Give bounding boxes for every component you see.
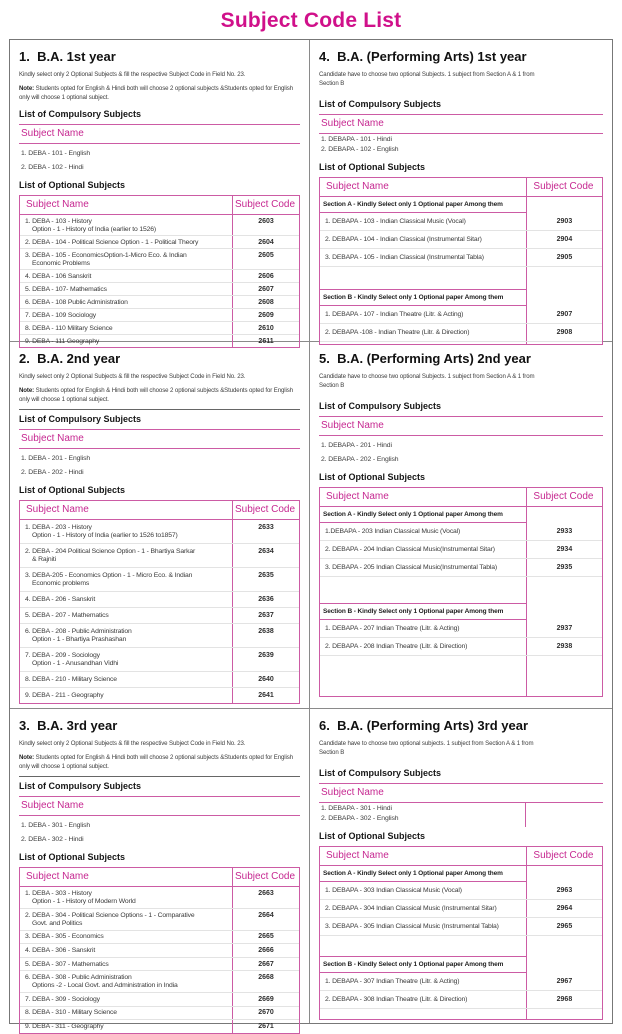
- subject-name-cell: 5. DEBA - 307 - Mathematics: [25, 960, 109, 968]
- subject-name-cell: 8. DEBA - 110 Military Science: [25, 324, 113, 332]
- subject-name-cell: 1. DEBAPA - 103 - Indian Classical Music (Vocal): [325, 218, 466, 226]
- subject-name-cell: 2. DEBA - 204 Political Science Option - 1 - Bhartiya Sarkar & Rajniti: [25, 548, 196, 564]
- section-title: 6. B.A. (Performing Arts) 3rd year: [319, 718, 529, 733]
- section-a-rows: [320, 882, 602, 936]
- optional-subject-row: [20, 944, 299, 958]
- compulsory-rows: [19, 816, 300, 848]
- optional-subject-row: [320, 324, 602, 342]
- subject-code-cell: 2938: [526, 638, 602, 655]
- subject-name-header: Subject Name: [19, 429, 300, 449]
- optional-subject-row: [320, 249, 602, 267]
- section-instructions: Kindly select only 2 Optional Subjects & fill the respective Subject Code in Field No. 23.: [19, 740, 246, 747]
- section-a-header-row: [320, 197, 602, 213]
- subject-code-cell: 2638: [232, 624, 299, 647]
- subject-name-cell: 3. DEBAPA - 105 - Indian Classical (Instrumental Tabla): [325, 254, 484, 262]
- optional-subject-row: [20, 1007, 299, 1021]
- spacer-row: [320, 936, 602, 956]
- section-instructions: Candidate have to choose two optional Subjects. 1 subject from Section A & 1 from Section B: [319, 71, 535, 88]
- optional-table: [319, 177, 603, 345]
- subject-code-cell: 2604: [232, 236, 299, 248]
- section-instructions: Candidate have to choose two optional subjects. 1 subject from Section A & 1 from Section B: [319, 740, 534, 757]
- spacer-row: [320, 577, 602, 603]
- subject-code-cell: 2639: [232, 648, 299, 671]
- section-a-header: Section A - Kindly Select only 1 Optional paper Among them: [320, 507, 526, 523]
- note-text: Students opted for English & Hindi both will choose 2 optional subjects &Students opted for English only will choose 1 optional subject.: [19, 754, 294, 771]
- optional-heading: List of Optional Subjects: [319, 162, 426, 173]
- subject-name-cell: 5. DEBA - 207 - Mathematics: [25, 612, 109, 620]
- subject-name-cell: 3. DEBA - 305 - Economics: [25, 933, 104, 941]
- section-b-header-row: [320, 956, 602, 973]
- optional-subject-row: [20, 958, 299, 972]
- optional-table-header: [320, 847, 602, 866]
- compulsory-heading: List of Compulsory Subjects: [19, 776, 300, 793]
- optional-subject-row: [320, 918, 602, 936]
- section-a-rows: [320, 523, 602, 577]
- subject-code-cell: 2933: [526, 523, 602, 540]
- subject-code-header: Subject Code: [232, 196, 299, 214]
- subject-code-cell: 2606: [232, 270, 299, 282]
- subject-code-cell: 2666: [232, 944, 299, 957]
- section-note: [19, 84, 300, 102]
- compulsory-table: [319, 416, 603, 468]
- optional-table: [19, 500, 300, 704]
- empty-code-cell: [526, 507, 602, 523]
- empty-code-cell: [526, 956, 602, 973]
- subject-code-cell: 2603: [232, 215, 299, 235]
- optional-subject-row: [320, 900, 602, 918]
- subject-code-cell: 2608: [232, 296, 299, 308]
- optional-subject-row: [20, 309, 299, 322]
- optional-table-header: [320, 488, 602, 507]
- optional-table: [319, 846, 603, 1020]
- subject-name-header: Subject Name: [319, 783, 603, 803]
- subject-code-cell: 2965: [526, 918, 602, 935]
- subject-name-cell: 2. DEBAPA - 204 Indian Classical Music(Instrumental Sitar): [325, 546, 495, 554]
- page-title: Subject Code List: [220, 9, 402, 32]
- subject-name-cell: 4. DEBA - 206 - Sanskrit: [25, 596, 96, 604]
- compulsory-table: [19, 429, 300, 481]
- subject-name-cell: 6. DEBA - 108 Public Administration: [25, 298, 128, 306]
- optional-table: [19, 867, 300, 1033]
- optional-subject-row: [320, 991, 602, 1009]
- subject-code-cell: 2665: [232, 931, 299, 944]
- section-a-header: Section A - Kindly Select only 1 Optional paper Among them: [320, 197, 526, 213]
- subject-name-cell: 2. DEBAPA - 308 Indian Theatre (Litr. & Direction): [325, 996, 468, 1004]
- compulsory-table: [319, 114, 603, 158]
- compulsory-rows: [319, 134, 603, 158]
- section-ba-3rd-year: [10, 709, 310, 1030]
- compulsory-heading: List of Compulsory Subjects: [319, 768, 442, 779]
- optional-subject-row: [320, 306, 602, 324]
- subject-name-cell: 8. DEBA - 310 - Military Science: [25, 1009, 117, 1017]
- optional-subject-row: [20, 1020, 299, 1033]
- subject-code-cell: 2668: [232, 971, 299, 992]
- compulsory-table: [319, 783, 603, 827]
- subject-code-header: Subject Code: [526, 847, 602, 865]
- compulsory-subject: 1. DEBA - 301 - English: [21, 822, 91, 830]
- subject-name-cell: 1. DEBAPA - 307 Indian Theatre (Litr. & Acting): [325, 978, 460, 986]
- subject-code-cell: 2934: [526, 541, 602, 558]
- section-title: 2. B.A. 2nd year: [19, 351, 121, 366]
- optional-subject-row: [20, 672, 299, 688]
- optional-subject-row: [320, 882, 602, 900]
- section-instructions: Kindly select only 2 Optional Subjects & fill the respective Subject Code in Field No. 23.: [19, 71, 246, 78]
- compulsory-table: [19, 124, 300, 176]
- subject-name-cell: 1. DEBA - 203 - History Option - 1 - History of India (earlier to 1526 to1857): [25, 524, 178, 540]
- section-a-header-row: [320, 507, 602, 523]
- compulsory-heading: List of Compulsory Subjects: [19, 409, 300, 426]
- subject-name-cell: 1. DEBAPA - 207 Indian Theatre (Litr. & Acting): [325, 625, 460, 633]
- note-label: Note:: [19, 754, 35, 762]
- section-note: [19, 386, 300, 404]
- subject-code-cell: 2963: [526, 882, 602, 899]
- note-text: Students opted for English & Hindi both will choose 2 optional subjects &Students opted for English only will choose 1 optional subject.: [19, 387, 294, 404]
- optional-subject-row: [20, 608, 299, 624]
- optional-subject-row: [20, 887, 299, 909]
- section-title: 1. B.A. 1st year: [19, 49, 116, 64]
- optional-rows: [20, 520, 299, 703]
- subject-code-cell: 2641: [232, 688, 299, 703]
- subject-name-header: Subject Name: [319, 114, 603, 134]
- subject-name-cell: 5. DEBA - 107- Mathematics: [25, 285, 107, 293]
- subject-code-cell: 2664: [232, 909, 299, 930]
- subject-name-cell: 1. DEBA - 303 - History Option - 1 - History of Modern World: [25, 890, 136, 906]
- subject-name-cell: 3. DEBA - 105 - EconomicsOption-1-Micro Eco. & Indian Economic Problems: [25, 251, 187, 267]
- subject-code-cell: 2904: [526, 231, 602, 248]
- spacer-row: [320, 1009, 602, 1019]
- subject-name-cell: 1. DEBAPA - 107 - Indian Theatre (Litr. & Acting): [325, 311, 464, 319]
- section-b-rows: [320, 306, 602, 342]
- subject-code-cell: 2908: [526, 324, 602, 341]
- section-ba-1st-year: [10, 40, 310, 345]
- compulsory-subject: 1. DEBAPA - 201 - Hindi: [321, 442, 392, 450]
- subject-code-cell: 2671: [232, 1020, 299, 1033]
- section-a-rows: [320, 213, 602, 267]
- optional-subject-row: [20, 592, 299, 608]
- subject-name-cell: 7. DEBA - 209 - Sociology Option - 1 - Anusandhan Vidhi: [25, 652, 119, 668]
- subject-name-cell: 2. DEBAPA - 104 - Indian Classical (Instrumental Sitar): [325, 236, 482, 244]
- subject-code-cell: 2637: [232, 608, 299, 623]
- subject-code-cell: 2640: [232, 672, 299, 687]
- subject-code-cell: 2670: [232, 1007, 299, 1020]
- compulsory-subject: 1. DEBAPA - 301 - Hindi: [321, 805, 392, 813]
- optional-subject-row: [20, 270, 299, 283]
- optional-subject-row: [20, 520, 299, 544]
- optional-subject-row: [320, 973, 602, 991]
- subject-name-header: Subject Name: [26, 504, 89, 516]
- subject-code-cell: 2636: [232, 592, 299, 607]
- subject-name-cell: 1.DEBAPA - 203 Indian Classical Music (Vocal): [325, 528, 461, 536]
- subject-name-cell: 7. DEBA - 109 Sociology: [25, 311, 96, 319]
- subject-name-header: Subject Name: [26, 871, 89, 883]
- subject-code-cell: 2669: [232, 993, 299, 1006]
- subject-name-cell: 6. DEBA - 208 - Public Administration Option - 1 - Bhartiya Prashashan: [25, 628, 132, 644]
- section-b-header: Section B - Kindly Select only 1 Optional paper Among them: [320, 956, 526, 973]
- optional-table: [19, 195, 300, 348]
- optional-table-header: [20, 501, 299, 520]
- subject-name-header: Subject Name: [19, 124, 300, 144]
- subject-code-cell: 2903: [526, 213, 602, 230]
- subject-code-cell: 2635: [232, 568, 299, 591]
- section-b-rows: [320, 973, 602, 1009]
- empty-code-cell: [526, 289, 602, 306]
- optional-subject-row: [320, 620, 602, 638]
- section-note: [19, 753, 300, 771]
- optional-subject-row: [20, 971, 299, 993]
- section-b-header-row: [320, 289, 602, 306]
- subject-name-cell: 2. DEBAPA -108 - Indian Theatre (Litr. & Direction): [325, 329, 470, 337]
- subject-name-cell: 2. DEBA - 304 - Political Science Options - 1 - Comparative Govt. and Politics: [25, 911, 195, 927]
- compulsory-table: [19, 796, 300, 848]
- sections-grid: [9, 39, 613, 1030]
- subject-code-cell: 2907: [526, 306, 602, 323]
- subject-name-header: Subject Name: [326, 491, 389, 503]
- section-title: 3. B.A. 3rd year: [19, 718, 118, 733]
- optional-subject-row: [20, 215, 299, 236]
- optional-heading: List of Optional Subjects: [319, 831, 426, 842]
- optional-subject-row: [320, 559, 602, 577]
- subject-name-cell: 3. DEBA-205 - Economics Option - 1 - Micro Eco. & Indian Economic problems: [25, 572, 193, 588]
- subject-name-cell: 3. DEBAPA - 205 Indian Classical Music(Instrumental Tabla): [325, 564, 498, 572]
- compulsory-heading: List of Compulsory Subjects: [19, 109, 142, 120]
- optional-subject-row: [20, 648, 299, 672]
- compulsory-subject: 1. DEBA - 101 - English: [21, 150, 91, 158]
- subject-code-cell: 2667: [232, 958, 299, 971]
- section-instructions: Candidate have to choose two optional Subjects. 1 subject from Section A & 1 from Section B: [319, 373, 535, 390]
- section-ba-2nd-year: [10, 342, 310, 709]
- empty-code-cell: [526, 603, 602, 620]
- subject-name-cell: 1. DEBA - 103 - History Option - 1 - History of India (earlier to 1526): [25, 217, 157, 233]
- section-ba-performing-arts-2nd-year: [310, 342, 612, 709]
- optional-subject-row: [20, 993, 299, 1007]
- optional-table: [319, 487, 603, 697]
- optional-subject-row: [20, 568, 299, 592]
- subject-name-cell: 6. DEBA - 308 - Public Administration Options -2 - Local Govt. and Administration in India: [25, 974, 178, 990]
- optional-subject-row: [20, 322, 299, 335]
- subject-name-cell: 9. DEBA - 311 - Geography: [25, 1022, 104, 1030]
- subject-name-cell: 9. DEBA - 211 - Geography: [25, 692, 104, 700]
- optional-heading: List of Optional Subjects: [319, 472, 426, 483]
- compulsory-subject: 1. DEBAPA - 101 - Hindi: [321, 136, 392, 144]
- subject-name-cell: 2. DEBA - 104 - Political Science Option - 1 - Political Theory: [25, 238, 199, 246]
- optional-subject-row: [20, 296, 299, 309]
- section-b-rows: [320, 620, 602, 656]
- subject-code-cell: 2634: [232, 544, 299, 567]
- section-ba-performing-arts-1st-year: [310, 40, 612, 342]
- optional-subject-row: [20, 624, 299, 648]
- section-b-header: Section B - Kindly Select only 1 Optional paper Among them: [320, 603, 526, 620]
- subject-code-cell: 2605: [232, 249, 299, 269]
- subject-code-header: Subject Code: [526, 488, 602, 506]
- subject-code-header: Subject Code: [526, 178, 602, 196]
- note-label: Note:: [19, 85, 35, 93]
- compulsory-subject: 2. DEBA - 302 - Hindi: [21, 836, 84, 844]
- optional-subject-row: [320, 213, 602, 231]
- optional-table-header: [20, 868, 299, 887]
- optional-subject-row: [20, 931, 299, 945]
- subject-name-cell: 7. DEBA - 309 - Sociology: [25, 995, 100, 1003]
- subject-code-cell: 2968: [526, 991, 602, 1008]
- optional-heading: List of Optional Subjects: [19, 180, 126, 191]
- optional-subject-row: [320, 523, 602, 541]
- spacer-row: [320, 267, 602, 289]
- optional-heading: List of Optional Subjects: [19, 485, 126, 496]
- subject-code-cell: 2935: [526, 559, 602, 576]
- subject-name-header: Subject Name: [326, 181, 389, 193]
- subject-name-header: Subject Name: [26, 199, 89, 211]
- optional-subject-row: [20, 236, 299, 249]
- compulsory-subject: 2. DEBA - 102 - Hindi: [21, 164, 84, 172]
- subject-code-cell: 2964: [526, 900, 602, 917]
- subject-name-cell: 1. DEBAPA - 303 Indian Classical Music (Vocal): [325, 887, 462, 895]
- subject-code-cell: 2609: [232, 309, 299, 321]
- subject-name-cell: 2. DEBAPA - 208 Indian Theatre (Litr. & Direction): [325, 643, 468, 651]
- note-text: Students opted for English & Hindi both will choose 2 optional subjects &Students opted for English only will choose 1 optional subject.: [19, 85, 294, 102]
- compulsory-rows: [319, 803, 603, 827]
- optional-subject-row: [20, 909, 299, 931]
- subject-code-cell: 2633: [232, 520, 299, 543]
- compulsory-subject: 1. DEBA - 201 - English: [21, 455, 91, 463]
- optional-table-header: [20, 196, 299, 215]
- compulsory-rows: [19, 449, 300, 481]
- optional-table-header: [320, 178, 602, 197]
- optional-heading: List of Optional Subjects: [19, 852, 126, 863]
- compulsory-rows: [319, 436, 603, 468]
- subject-code-cell: 2611: [232, 335, 299, 347]
- optional-subject-row: [20, 249, 299, 270]
- section-ba-performing-arts-3rd-year: [310, 709, 612, 1023]
- compulsory-heading: List of Compulsory Subjects: [319, 99, 442, 110]
- optional-subject-row: [320, 541, 602, 559]
- section-title: 5. B.A. (Performing Arts) 2nd year: [319, 351, 531, 366]
- subject-code-cell: 2967: [526, 973, 602, 990]
- subject-code-cell: 2607: [232, 283, 299, 295]
- subject-code-cell: 2610: [232, 322, 299, 334]
- compulsory-subject: 2. DEBAPA - 202 - English: [321, 456, 399, 464]
- optional-subject-row: [20, 688, 299, 703]
- subject-name-cell: 9. DEBA - 111 Geography: [25, 337, 100, 345]
- subject-name-header: Subject Name: [19, 796, 300, 816]
- subject-name-cell: 2. DEBAPA - 304 Indian Classical Music (Instrumental Sitar): [325, 905, 497, 913]
- optional-subject-row: [20, 283, 299, 296]
- subject-code-cell: 2937: [526, 620, 602, 637]
- subject-name-header: Subject Name: [326, 850, 389, 862]
- optional-rows: [20, 887, 299, 1032]
- compulsory-subject: 2. DEBA - 202 - Hindi: [21, 469, 84, 477]
- subject-name-header: Subject Name: [319, 416, 603, 436]
- subject-name-cell: 8. DEBA - 210 - Military Science: [25, 676, 117, 684]
- subject-code-cell: 2663: [232, 887, 299, 908]
- subject-name-cell: 4. DEBA - 106 Sanskrit: [25, 272, 92, 280]
- optional-rows: [20, 215, 299, 347]
- optional-subject-row: [320, 231, 602, 249]
- note-label: Note:: [19, 387, 35, 395]
- optional-subject-row: [320, 638, 602, 656]
- compulsory-heading: List of Compulsory Subjects: [319, 401, 442, 412]
- section-b-header: Section B - Kindly Select only 1 Optional paper Among them: [320, 289, 526, 306]
- spacer-row: [320, 656, 602, 696]
- section-title: 4. B.A. (Performing Arts) 1st year: [319, 49, 527, 64]
- compulsory-rows: [19, 144, 300, 176]
- section-instructions: Kindly select only 2 Optional Subjects & fill the respective Subject Code in Field No. 23.: [19, 373, 246, 380]
- subject-name-cell: 3. DEBAPA - 305 Indian Classical Music (Instrumental Tabla): [325, 923, 499, 931]
- subject-code-header: Subject Code: [232, 868, 299, 886]
- section-b-header-row: [320, 603, 602, 620]
- subject-code-cell: 2905: [526, 249, 602, 266]
- subject-code-header: Subject Code: [232, 501, 299, 519]
- empty-code-cell: [526, 197, 602, 213]
- compulsory-subject: 2. DEBAPA - 302 - English: [321, 815, 399, 823]
- optional-subject-row: [20, 544, 299, 568]
- section-a-header-row: [320, 866, 602, 882]
- section-a-header: Section A - Kindly Select only 1 Optional paper Among them: [320, 866, 526, 882]
- subject-name-cell: 4. DEBA - 306 - Sanskrit: [25, 947, 96, 954]
- empty-code-cell: [526, 866, 602, 882]
- compulsory-subject: 2. DEBAPA - 102 - English: [321, 146, 399, 154]
